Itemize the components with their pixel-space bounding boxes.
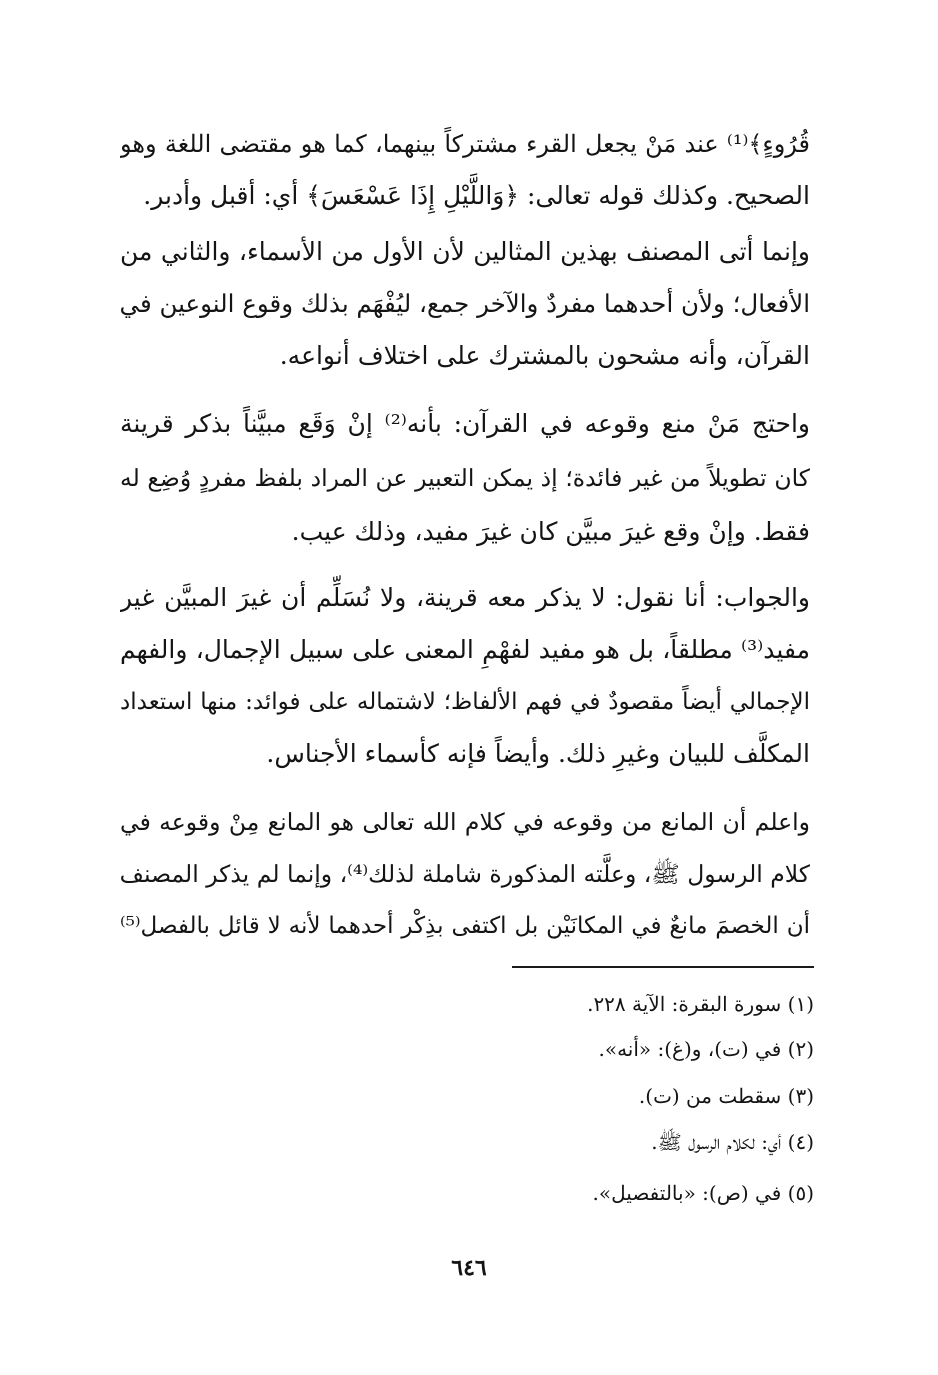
body-line-4: الأفعال؛ ولأن أحدهما مفردٌ والآخر جمع، ليُفْهَم بذلك وقوع النوعين في [120, 289, 810, 318]
footnote-divider [512, 966, 814, 968]
body-line-6: واحتج مَنْ منع وقوعه في القرآن: بأنه⁽²⁾ إنْ وَقَع مبيَّناً بذكر قرينة [120, 409, 810, 438]
footnote-2: (٢) في (ت)، و(غ): «أنه». [598, 1037, 814, 1061]
body-line-11: الإجمالي أيضاً مقصودٌ في فهم الألفاظ؛ لاشتماله على فوائد: منها استعداد [120, 689, 810, 715]
body-line-10: مفيد⁽³⁾ مطلقاً، بل هو مفيد لفهْمِ المعنى على سبيل الإجمال، والفهم [120, 635, 810, 664]
footnote-4: (٤) أي: لكلام الرسول ﷺ. [651, 1130, 814, 1154]
body-line-7: كان تطويلاً من غير فائدة؛ إذ يمكن التعبير عن المراد بلفظ مفردٍ وُضِع له [120, 464, 810, 492]
body-line-9: والجواب: أنا نقول: لا يذكر معه قرينة، ولا نُسَلِّم أن غيرَ المبيَّن غير [120, 583, 810, 612]
body-line-8: فقط. وإنْ وقع غيرَ مبيَّن كان غيرَ مفيد، وذلك عيب. [291, 517, 810, 546]
body-line-14: كلام الرسول ﷺ، وعلَّته المذكورة شاملة لذلك⁽⁴⁾، وإنما لم يذكر المصنف [120, 860, 810, 888]
body-line-2: الصحيح. وكذلك قوله تعالى: ﴿وَاللَّيْلِ إِذَا عَسْعَسَ﴾ أي: أقبل وأدبر. [143, 181, 810, 210]
body-line-12: المكلَّف للبيان وغيرِ ذلك. وأيضاً فإنه كأسماء الأجناس. [266, 739, 810, 768]
footnote-3: (٣) سقطت من (ت). [638, 1084, 814, 1108]
body-line-1: قُرُوءٍ﴾⁽¹⁾ عند مَنْ يجعل القرء مشتركاً بينهما، كما هو مقتضى اللغة وهو [120, 130, 810, 158]
body-line-13: واعلم أن المانع من وقوعه في كلام الله تعالى هو المانع مِنْ وقوعه في [120, 808, 810, 836]
body-line-5: القرآن، وأنه مشحون بالمشترك على اختلاف أنواعه. [279, 341, 810, 370]
footnote-5: (٥) في (ص): «بالتفصيل». [592, 1181, 814, 1205]
page-number: ٦٤٦ [451, 1255, 487, 1281]
body-line-15: أن الخصمَ مانعٌ في المكانَيْن بل اكتفى بذِكْر أحدهما لأنه لا قائل بالفصل⁽⁵⁾ [120, 913, 810, 939]
footnote-1: (١) سورة البقرة: الآية ٢٢٨. [587, 992, 814, 1016]
body-line-3: وإنما أتى المصنف بهذين المثالين لأن الأول من الأسماء، والثاني من [120, 237, 810, 266]
